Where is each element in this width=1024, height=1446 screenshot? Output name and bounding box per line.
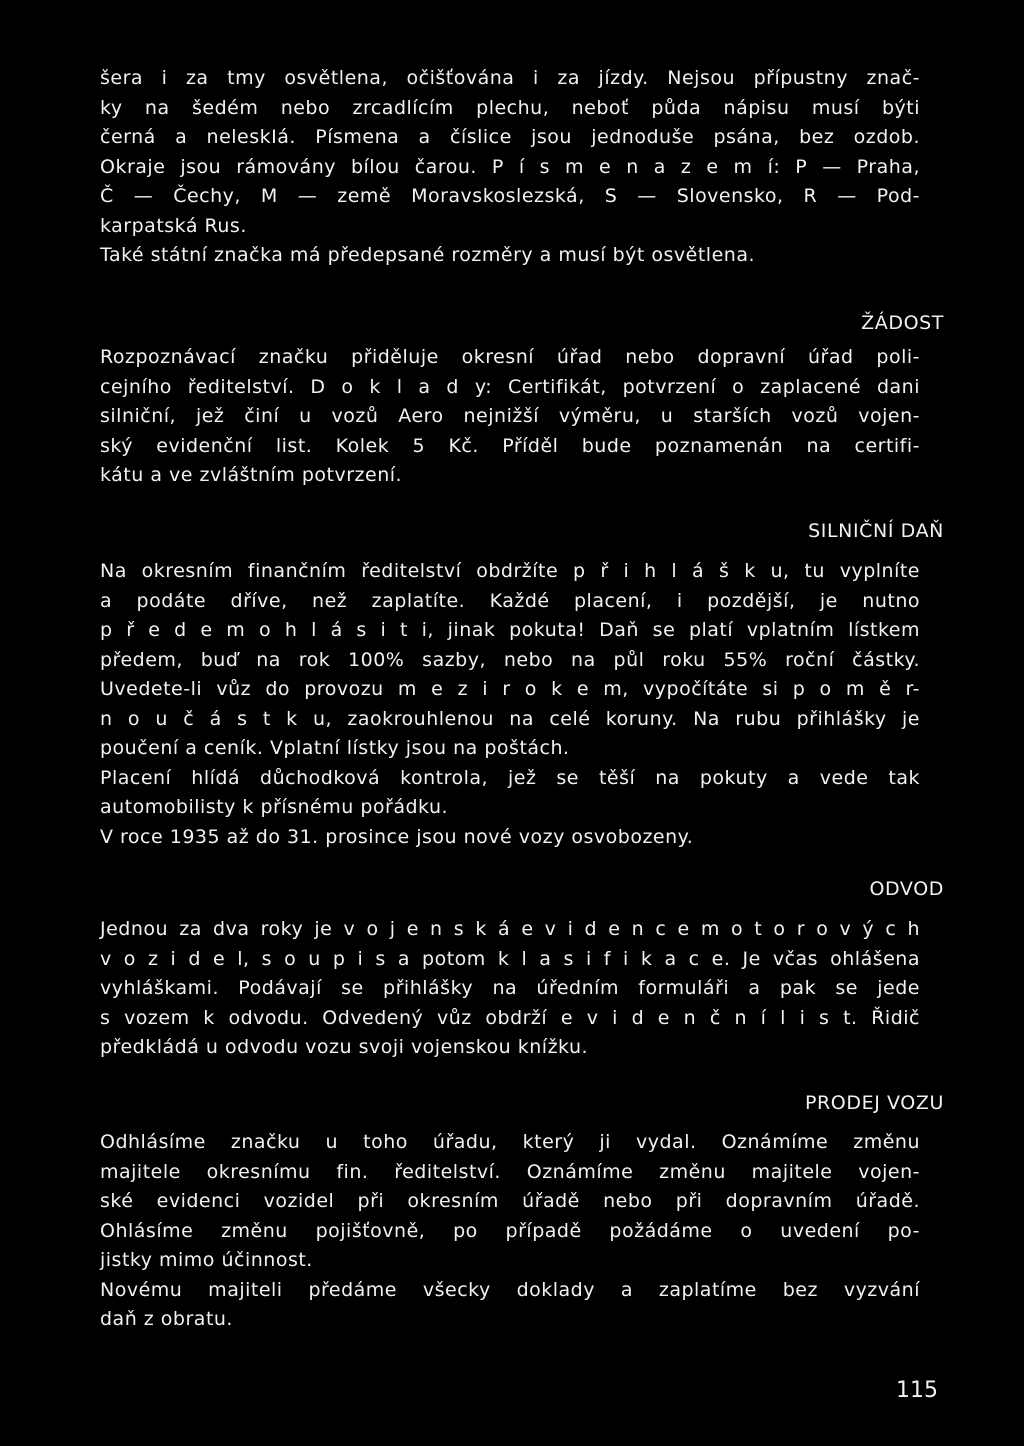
text-line: Ohlásíme změnu pojišťovně, po případě požádáme o uvedení po- [100,1219,920,1242]
text-line: daň z obratu. [100,1308,233,1330]
text-line: n o u č á s t k u, zaokrouhlenou na celé koruny. Na rubu přihlášky je [100,707,920,730]
silnicni-dan-paragraph [100,557,920,852]
text-line: Uvedete-li vůz do provozu m e z i r o k e m, vypočítáte si p o m ě r- [100,678,920,700]
text-line: předkládá u odvodu vozu svoji vojenskou knížku. [100,1036,589,1058]
text-line: Rozpoznávací značku přiděluje okresní úřad nebo dopravní úřad poli- [100,346,920,368]
text-line: cejního ředitelství. D o k l a d y: Certifikát, potvrzení o zaplacené dani [100,375,920,398]
page-number: 115 [896,1378,938,1403]
text-line: jistky mimo účinnost. [100,1249,313,1271]
text-line: Okraje jsou rámovány bílou čarou. P í s m e n a z e m í: P — Praha, [100,155,920,178]
text-line: a podáte dříve, než zaplatíte. Každé placení, i pozdější, je nutno [100,589,920,612]
text-line: ky na šedém nebo zrcadlícím plechu, neboť půda nápisu musí býti [100,96,920,119]
intro-paragraph [100,64,920,271]
section-heading-prodej-vozu: PRODEJ VOZU [804,1092,944,1114]
text-line: Také státní značka má předepsané rozměry a musí být osvětlena. [100,244,756,266]
text-line: předem, buď na rok 100% sazby, nebo na půl roku 55% roční částky. [100,648,920,671]
section-heading-odvod: ODVOD [869,878,944,900]
text-line: majitele okresnímu fin. ředitelství. Oznámíme změnu majitele vojen- [100,1160,920,1183]
text-line: p ř e d e m o h l á s i t i, jinak pokuta! Daň se platí vplatním lístkem [100,619,920,641]
text-line: ský evidenční list. Kolek 5 Kč. Příděl bude poznamenán na certifi- [100,434,920,457]
text-line: karpatská Rus. [100,214,247,237]
text-line: s vozem k odvodu. Odvedený vůz obdrží e v i d e n č n í l i s t. Řidič [100,1006,920,1029]
text-line: Placení hlídá důchodková kontrola, jež se těší na pokuty a vede tak [100,766,920,789]
text-line: Odhlásíme značku u toho úřadu, který ji vydal. Oznámíme změnu [100,1131,920,1153]
text-line: silniční, jež činí u vozů Aero nejnižší výměru, u starších vozů vojen- [100,405,920,427]
text-line: automobilisty k přísnému pořádku. [100,796,449,818]
zadost-paragraph [100,343,920,491]
prodej-vozu-paragraph [100,1128,920,1335]
text-line: kátu a ve zvláštním potvrzení. [100,464,403,486]
text-line: černá a neleskIá. Písmena a číslice jsou jednoduše psána, bez ozdob. [100,126,920,148]
section-heading-zadost: ŽÁDOST [861,312,944,334]
section-heading-silnicni-dan: SILNIČNÍ DAŇ [808,520,944,542]
text-line: šera i za tmy osvětlena, očišťována i za jízdy. Nejsou přípustny znač- [100,67,920,89]
text-line: V roce 1935 až do 31. prosince jsou nové vozy osvobozeny. [100,825,694,848]
text-line: Na okresním finančním ředitelství obdržíte p ř i h l á š k u, tu vyplníte [100,560,920,582]
odvod-paragraph [100,915,920,1063]
text-line: ské evidenci vozidel při okresním úřadě nebo při dopravním úřadě. [100,1190,920,1212]
text-line: Jednou za dva roky je v o j e n s k á e v i d e n c e m o t o r o v ý c h [100,918,920,940]
text-line: vyhláškami. Podávají se přihlášky na úředním formuláři a pak se jede [100,977,920,999]
text-line: v o z i d e l, s o u p i s a potom k l a s i f i k a c e. Je včas ohlášena [100,947,920,970]
text-line: Novému majiteli předáme všecky doklady a zaplatíme bez vyzvání [100,1278,920,1301]
text-line: Č — Čechy, M — země Moravskoslezská, S — Slovensko, R — Pod- [100,185,920,207]
text-line: poučení a ceník. Vplatní lístky jsou na poštách. [100,737,570,759]
